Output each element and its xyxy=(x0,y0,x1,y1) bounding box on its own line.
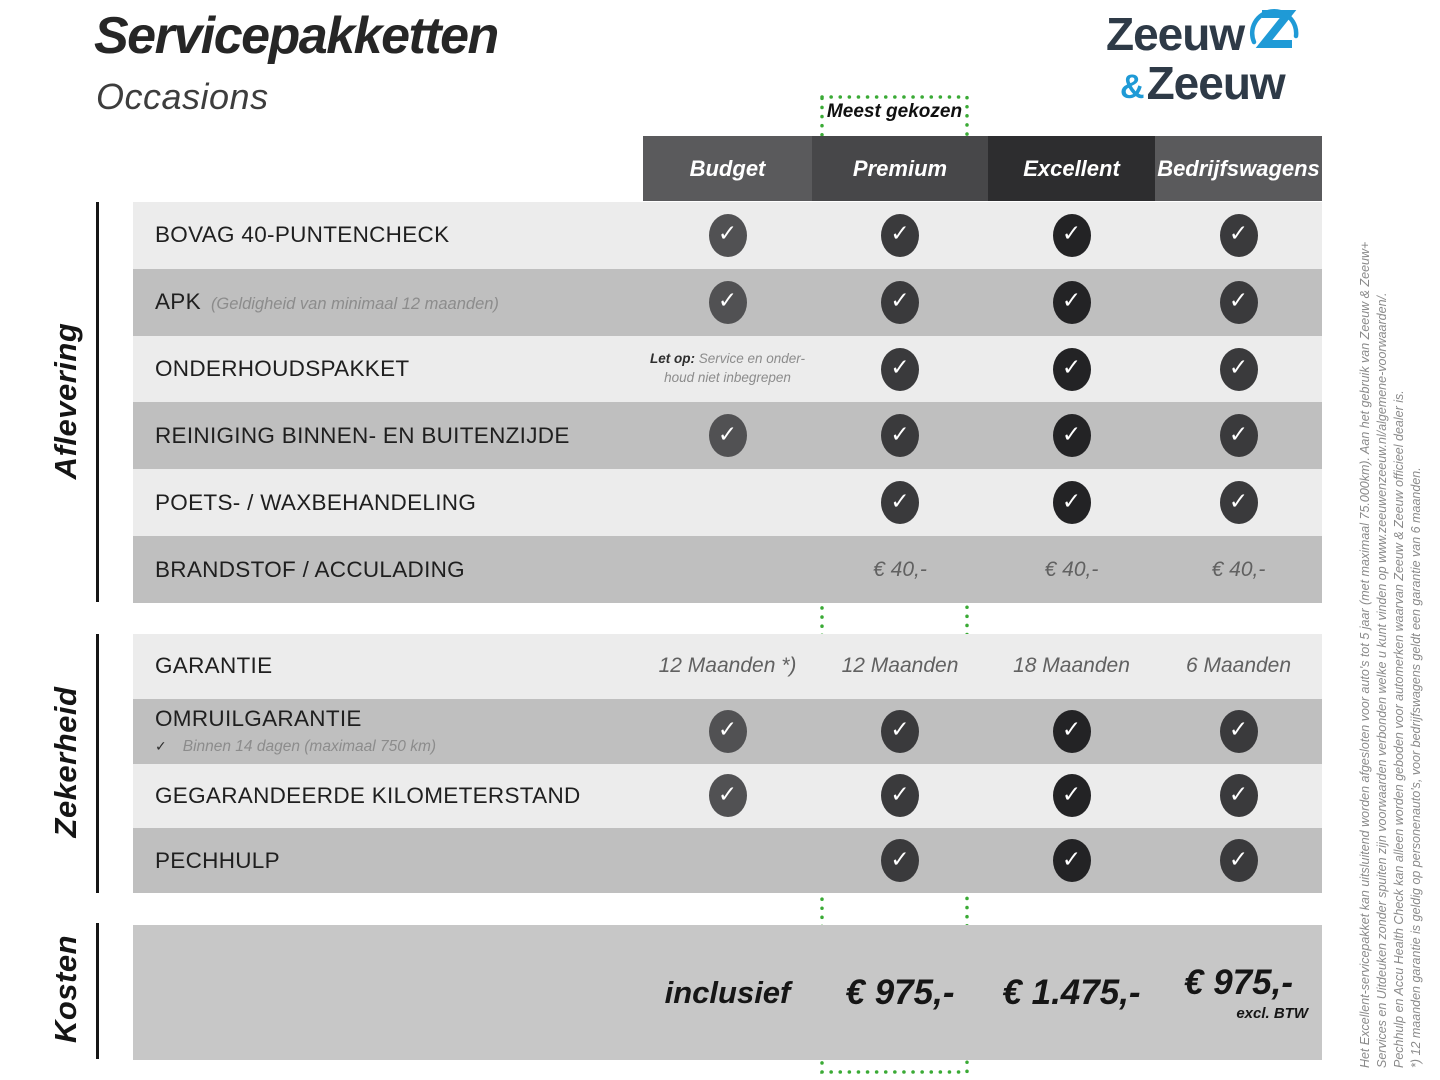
check-glyph: ✓ xyxy=(1228,846,1249,873)
check-icon xyxy=(1053,281,1091,324)
section-aflevering xyxy=(133,202,1322,603)
check-glyph: ✓ xyxy=(890,717,910,744)
check-icon xyxy=(881,414,919,457)
check-icon xyxy=(1220,481,1258,524)
check-icon xyxy=(881,214,919,257)
cell-bedrijfswagens xyxy=(1155,336,1322,403)
row-label xyxy=(155,356,409,382)
table-row xyxy=(133,402,1322,469)
cell-bedrijfswagens xyxy=(1155,202,1322,269)
check-icon xyxy=(1053,348,1091,391)
cell-premium xyxy=(812,469,988,536)
row-label-line xyxy=(155,653,272,679)
check-glyph: ✓ xyxy=(890,421,910,448)
section-line-zekerheid xyxy=(96,634,99,893)
row-subnote-text: Binnen 14 dagen (maximaal 750 km) xyxy=(182,738,437,756)
row-title: PECHHULP xyxy=(155,847,280,873)
logo-line-2 xyxy=(1106,57,1304,109)
row-note: (Geldigheid van minimaal 12 maanden) xyxy=(210,295,499,314)
page-subtitle: Occasions xyxy=(96,76,269,117)
table-row xyxy=(133,828,1322,893)
check-icon xyxy=(881,481,919,524)
table-row xyxy=(133,634,1322,699)
kosten-value: inclusief xyxy=(664,974,791,1010)
cell-excellent xyxy=(988,634,1155,699)
check-glyph: ✓ xyxy=(890,488,910,515)
fineprint-line: *) 12 maanden garantie is geldig op personenauto's, voor bedrijfswagens geldt een garantie van 6 maanden. xyxy=(1409,467,1423,1068)
row-label xyxy=(155,653,272,679)
kosten-value: € 1.475,- xyxy=(1002,972,1141,1012)
check-icon xyxy=(1053,414,1091,457)
column-header-bedrijfswagens xyxy=(1155,136,1322,201)
column-header-label: Bedrijfswagens xyxy=(1157,155,1320,181)
check-glyph: ✓ xyxy=(1228,781,1249,808)
section-label-kosten: Kosten xyxy=(48,934,83,1044)
cell-bedrijfswagens xyxy=(1155,699,1322,764)
check-glyph: ✓ xyxy=(1061,781,1082,808)
check-glyph: ✓ xyxy=(1061,288,1082,315)
row-label-line xyxy=(155,557,465,583)
row-label xyxy=(155,557,465,583)
row-label-line xyxy=(155,222,449,248)
cell-premium xyxy=(812,202,988,269)
row-label-line xyxy=(155,783,581,809)
row-label xyxy=(155,289,499,315)
cell-budget xyxy=(643,202,812,269)
row-label-line xyxy=(155,289,499,315)
check-icon xyxy=(881,710,919,753)
check-icon xyxy=(1220,214,1258,257)
cell-excellent xyxy=(988,402,1155,469)
check-glyph: ✓ xyxy=(890,221,910,248)
cell-bedrijfswagens xyxy=(1155,469,1322,536)
table-row xyxy=(133,764,1322,829)
check-glyph: ✓ xyxy=(717,288,738,315)
cell-excellent xyxy=(988,336,1155,403)
letop-bold: Let op: xyxy=(649,351,699,367)
check-glyph: ✓ xyxy=(1228,288,1249,315)
table-row xyxy=(133,202,1322,269)
row-title: BRANDSTOF / ACCULADING xyxy=(155,556,465,582)
most-chosen-badge: Meest gekozen xyxy=(826,101,963,122)
check-glyph: ✓ xyxy=(1228,355,1249,382)
check-glyph: ✓ xyxy=(1228,488,1249,515)
check-icon xyxy=(881,281,919,324)
check-glyph: ✓ xyxy=(1061,488,1082,515)
logo-ampersand: & xyxy=(1120,68,1145,106)
check-icon xyxy=(1220,839,1258,882)
row-label xyxy=(155,848,280,874)
kosten-cell-budget xyxy=(643,925,812,1060)
cell-value: 6 Maanden xyxy=(1185,654,1292,678)
check-icon xyxy=(1053,214,1091,257)
column-header-label: Premium xyxy=(852,155,948,181)
check-glyph: ✓ xyxy=(890,288,910,315)
zeeuw-en-zeeuw-logo xyxy=(1106,8,1304,109)
table-row xyxy=(133,469,1322,536)
kosten-value: € 975,- xyxy=(1184,963,1293,1002)
cell-budget xyxy=(643,764,812,829)
cell-value: € 40,- xyxy=(1044,557,1099,581)
check-glyph: ✓ xyxy=(1228,717,1249,744)
cell-budget xyxy=(643,469,812,536)
check-icon xyxy=(709,281,747,324)
check-glyph: ✓ xyxy=(1061,846,1082,873)
cell-budget xyxy=(643,402,812,469)
cell-excellent xyxy=(988,828,1155,893)
check-glyph: ✓ xyxy=(717,717,738,744)
cell-premium xyxy=(812,764,988,829)
check-icon xyxy=(709,774,747,817)
row-label xyxy=(155,706,436,756)
cell-bedrijfswagens xyxy=(1155,828,1322,893)
cell-budget xyxy=(643,699,812,764)
column-header-budget xyxy=(643,136,812,201)
fineprint-line: Services en Uitdeuken zonder spuiten zijn voorwaarden verbonden welke u kunt vinden op www.zeeuwenzeeuw.nl/algemene-voorwaarden/. xyxy=(1375,292,1389,1068)
cell-excellent xyxy=(988,269,1155,336)
section-label-aflevering: Aflevering xyxy=(48,322,83,480)
check-icon xyxy=(1220,710,1258,753)
check-glyph: ✓ xyxy=(1061,717,1082,744)
check-glyph: ✓ xyxy=(1061,221,1082,248)
cell-value: 12 Maanden xyxy=(841,654,959,678)
cell-bedrijfswagens xyxy=(1155,536,1322,603)
row-title: GEGARANDEERDE KILOMETERSTAND xyxy=(155,782,581,808)
cell-premium xyxy=(812,536,988,603)
check-glyph: ✓ xyxy=(1061,421,1082,448)
check-glyph: ✓ xyxy=(1228,421,1249,448)
table-row xyxy=(133,699,1322,764)
cell-budget xyxy=(643,336,812,403)
check-icon xyxy=(709,214,747,257)
cell-premium xyxy=(812,699,988,764)
table-row xyxy=(133,269,1322,336)
kosten-cell-excellent xyxy=(988,925,1155,1060)
page-title: Servicepakketten xyxy=(94,7,498,65)
section-label-zekerheid: Zekerheid xyxy=(48,686,83,838)
logo-word-zeeuw-2: Zeeuw xyxy=(1146,57,1285,109)
cell-budget xyxy=(643,536,812,603)
table-row xyxy=(133,336,1322,403)
letop-note: Let op: Service en onder- houd niet inbegrepen xyxy=(649,351,806,386)
section-line-aflevering xyxy=(96,202,99,602)
kosten-cell-bedrijfswagens xyxy=(1155,925,1322,1060)
check-icon xyxy=(1053,481,1091,524)
cell-budget xyxy=(643,634,812,699)
check-icon xyxy=(1220,774,1258,817)
check-glyph: ✓ xyxy=(717,421,738,448)
row-title: APK xyxy=(155,289,201,315)
cell-excellent xyxy=(988,202,1155,269)
check-icon xyxy=(881,774,919,817)
kosten-band xyxy=(133,925,1322,1060)
cell-value: 12 Maanden *) xyxy=(658,654,797,678)
row-label-line xyxy=(155,490,476,516)
cell-excellent xyxy=(988,764,1155,829)
row-label-line xyxy=(155,356,409,382)
logo-swoosh-icon xyxy=(1246,4,1304,60)
check-icon xyxy=(709,414,747,457)
cell-premium xyxy=(812,634,988,699)
cell-value: € 40,- xyxy=(873,557,927,581)
cell-value: € 40,- xyxy=(1211,557,1266,581)
column-header-premium xyxy=(812,136,988,201)
cell-excellent xyxy=(988,536,1155,603)
check-glyph: ✓ xyxy=(890,846,910,873)
section-zekerheid xyxy=(133,634,1322,893)
check-glyph: ✓ xyxy=(717,221,738,248)
check-icon xyxy=(1220,414,1258,457)
kosten-sub-note: excl. BTW xyxy=(1236,1005,1308,1022)
row-label-line xyxy=(155,706,436,732)
cell-budget xyxy=(643,269,812,336)
cell-budget xyxy=(643,828,812,893)
cell-excellent xyxy=(988,469,1155,536)
cell-premium xyxy=(812,402,988,469)
check-small-icon: ✓ xyxy=(155,739,167,756)
row-label xyxy=(155,222,449,248)
fineprint-disclaimer xyxy=(1357,133,1425,1068)
check-icon xyxy=(709,710,747,753)
row-title: BOVAG 40-PUNTENCHECK xyxy=(155,222,450,248)
check-glyph: ✓ xyxy=(890,781,910,808)
check-glyph: ✓ xyxy=(717,781,738,808)
column-header-excellent xyxy=(988,136,1155,201)
row-title: REINIGING BINNEN- EN BUITENZIJDE xyxy=(155,422,570,448)
fineprint-line: Het Excellent-servicepakket kan uitsluitend worden afgesloten voor auto's tot 5 jaar (met maximaal 75.000km). Aan het gebruik van Zeeuw & Zeeuw+ xyxy=(1358,241,1372,1068)
column-header-label: Excellent xyxy=(1023,155,1120,181)
check-icon xyxy=(1053,774,1091,817)
check-icon xyxy=(1220,348,1258,391)
check-glyph: ✓ xyxy=(1061,355,1082,382)
logo-line-1 xyxy=(1106,8,1304,60)
kosten-cell-premium xyxy=(812,925,988,1060)
cell-bedrijfswagens xyxy=(1155,634,1322,699)
row-label xyxy=(155,423,570,449)
cell-value: 18 Maanden xyxy=(1013,654,1130,678)
cell-premium xyxy=(812,269,988,336)
cell-bedrijfswagens xyxy=(1155,402,1322,469)
check-glyph: ✓ xyxy=(890,355,910,382)
row-title: ONDERHOUDSPAKKET xyxy=(155,356,410,382)
check-icon xyxy=(1053,839,1091,882)
row-label xyxy=(155,490,476,516)
cell-premium xyxy=(812,336,988,403)
row-label xyxy=(155,783,581,809)
cell-premium xyxy=(812,828,988,893)
table-row xyxy=(133,536,1322,603)
logo-word-zeeuw: Zeeuw xyxy=(1106,8,1245,60)
check-icon xyxy=(1220,281,1258,324)
row-label-line xyxy=(155,423,570,449)
check-icon xyxy=(1053,710,1091,753)
section-line-kosten xyxy=(96,923,99,1059)
cell-bedrijfswagens xyxy=(1155,764,1322,829)
column-header-label: Budget xyxy=(689,155,766,181)
cell-excellent xyxy=(988,699,1155,764)
check-glyph: ✓ xyxy=(1228,221,1249,248)
check-icon xyxy=(881,839,919,882)
row-label-line xyxy=(155,848,280,874)
fineprint-line: Pechhulp en Accu Health Check kan alleen worden geboden voor automerken waarvan Zeeuw & Zeeuw officieel dealer is. xyxy=(1392,390,1406,1068)
row-title: OMRUILGARANTIE xyxy=(155,706,362,732)
cell-bedrijfswagens xyxy=(1155,269,1322,336)
kosten-value: € 975,- xyxy=(845,972,955,1012)
check-icon xyxy=(881,348,919,391)
row-title: POETS- / WAXBEHANDELING xyxy=(155,489,477,515)
row-title: GARANTIE xyxy=(155,653,273,679)
row-subnote xyxy=(155,738,436,756)
